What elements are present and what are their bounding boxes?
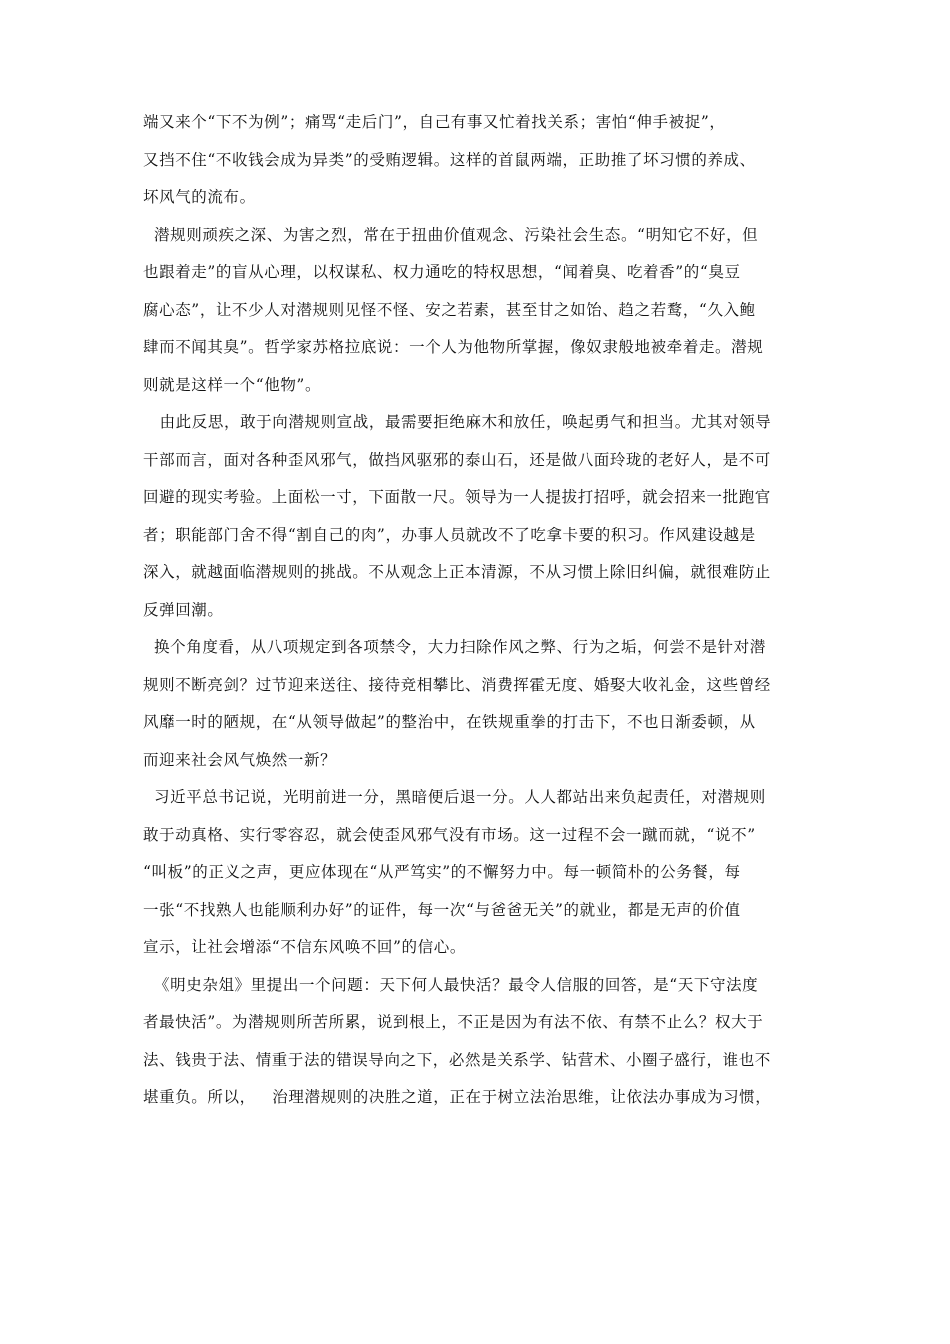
text-line: 规则不断亮剑？过节迎来送往、接待竞相攀比、消费挥霍无度、婚娶大收礼金，这些曾经 bbox=[143, 675, 771, 694]
document-body bbox=[143, 104, 811, 1117]
text-line: 也跟着走”的盲从心理，以权谋私、权力通吃的特权思想，“闻着臭、吃着香”的“臭豆 bbox=[143, 263, 741, 281]
text-line: 由此反思，敢于向潜规则宣战，最需要拒绝麻木和放任，唤起勇气和担当。尤其对领导 bbox=[143, 413, 772, 431]
text-line: 回避的现实考验。上面松一寸，下面散一尺。领导为一人提拔打招呼，就会招来一批跑官 bbox=[143, 488, 771, 506]
text-line: “叫板”的正义之声，更应体现在“从严笃实”的不懈努力中。每一顿简朴的公务餐，每 bbox=[143, 863, 741, 881]
text-line: 《明史杂俎》里提出一个问题：天下何人最快活？最令人信服的回答，是“天下守法度 bbox=[143, 975, 759, 994]
text-line: 堪重负。所以， 治理潜规则的决胜之道，正在于树立法治思维，让依法办事成为习惯， bbox=[143, 1088, 772, 1106]
text-line: 坏风气的流布。 bbox=[143, 188, 256, 206]
text-line: 又挡不住“不收钱会成为异类”的受贿逻辑。这样的首鼠两端，正助推了坏习惯的养成、 bbox=[143, 150, 756, 169]
text-line: 而迎来社会风气焕然一新？ bbox=[143, 750, 337, 769]
text-line: 敢于动真格、实行零容忍，就会使歪风邪气没有市场。这一过程不会一蹴而就，“说不” bbox=[143, 825, 756, 844]
text-line: 端又来个“下不为例”；痛骂“走后门”，自己有事又忙着找关系；害怕“伸手被捉”， bbox=[143, 113, 726, 131]
text-line: 者最快活”。为潜规则所苦所累，说到根上，不正是因为有法不依、有禁不止么？权大于 bbox=[143, 1013, 764, 1031]
text-line: 腐心态”，让不少人对潜规则见怪不怪、安之若素，甚至甘之如饴、趋之若鹜，“久入鲍 bbox=[143, 300, 756, 319]
text-line: 干部而言，面对各种歪风邪气，做挡风驱邪的泰山石，还是做八面玲珑的老好人，是不可 bbox=[143, 450, 771, 469]
text-line: 深入，就越面临潜规则的挑战。不从观念上正本清源，不从习惯上除旧纠偏，就很难防止 bbox=[143, 563, 771, 581]
text-line: 则就是这样一个“他物”。 bbox=[143, 375, 322, 394]
text-line: 者；职能部门舍不得“割自己的肉”，办事人员就改不了吃拿卡要的积习。作风建设越是 bbox=[143, 525, 756, 544]
text-line: 反弹回潮。 bbox=[143, 600, 224, 619]
text-line: 宣示，让社会增添“不信东风唤不回”的信心。 bbox=[143, 938, 466, 956]
text-line: 一张“不找熟人也能顺利办好”的证件，每一次“与爸爸无关”的就业，都是无声的价值 bbox=[143, 900, 741, 919]
text-line: 换个角度看，从八项规定到各项禁令，大力扫除作风之弊、行为之垢，何尝不是针对潜 bbox=[143, 638, 766, 656]
text-line: 潜规则顽疾之深、为害之烈，常在于扭曲价值观念、污染社会生态。“明知它不好，但 bbox=[143, 225, 759, 244]
text-line: 肆而不闻其臭”。哲学家苏格拉底说：一个人为他物所掌握，像奴隶般地被牵着走。潜规 bbox=[143, 338, 764, 356]
text-line: 法、钱贵于法、情重于法的错误导向之下，必然是关系学、钻营术、小圈子盛行，谁也不 bbox=[143, 1050, 771, 1069]
text-line: 习近平总书记说，光明前进一分，黑暗便后退一分。人人都站出来负起责任，对潜规则 bbox=[143, 788, 766, 806]
text-line: 风靡一时的陋规，在“从领导做起”的整治中，在铁规重拳的打击下，不也日渐委顿，从 bbox=[143, 713, 756, 731]
